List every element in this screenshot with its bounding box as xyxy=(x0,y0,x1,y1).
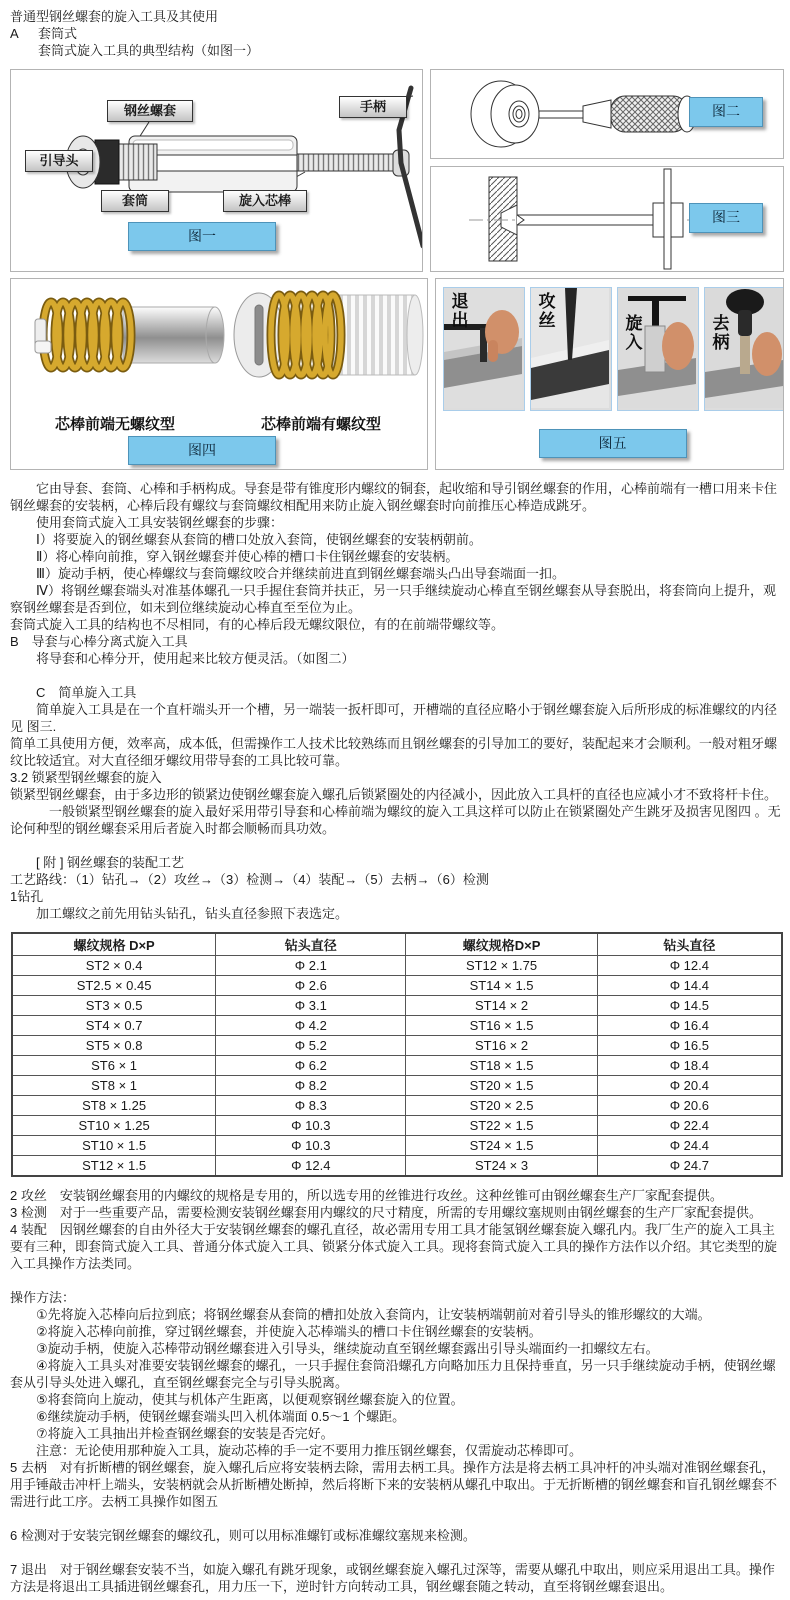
para-method-note: 注意：无论使用那种旋入工具，旋动芯棒的手一定不要用力推压钢丝螺套，仅需旋动芯棒即可。 xyxy=(36,1443,583,1458)
para-lock-text: 锁紧型钢丝螺套，由于多边形的锁紧边使钢丝螺套旋入螺孔后锁紧圈处的内径减小，因此放入工具杆的直径也应减小才不致将杆卡住。 xyxy=(10,787,778,802)
table-cell: Φ 5.2 xyxy=(216,1036,406,1056)
table-cell: Φ 3.1 xyxy=(216,996,406,1016)
figure-2-caption: 图二 xyxy=(689,97,763,127)
table-header-row xyxy=(12,933,782,956)
figure-row-1 xyxy=(10,69,784,272)
table-row xyxy=(12,1076,782,1096)
section-a-name: 套筒式 xyxy=(38,26,78,41)
figure-2-box xyxy=(430,69,784,159)
table-cell: Φ 14.4 xyxy=(597,976,782,996)
table-cell: Φ 10.3 xyxy=(216,1136,406,1156)
table-cell: ST3 × 0.5 xyxy=(12,996,216,1016)
fig4-right-type-label: 芯棒前端有螺纹型 xyxy=(261,416,382,433)
para-simple-note: 简单工具使用方便，效率高，成本低，但需操作工人技术比较熟练而且钢丝螺套的引导加工的要好，装配起来才会顺利。一般对粗牙螺纹比较适宜。对大直径细牙螺纹用带导套的工具比较可靠。 xyxy=(10,736,778,768)
table-cell: ST5 × 0.8 xyxy=(12,1036,216,1056)
fig5-panel-tang-removal xyxy=(704,287,784,411)
table-row xyxy=(12,1116,782,1136)
table-cell: Φ 2.6 xyxy=(216,976,406,996)
body-text xyxy=(10,480,784,1595)
table-cell: ST22 × 1.5 xyxy=(406,1116,597,1136)
figure-3-caption: 图三 xyxy=(689,203,763,233)
table-header-cell: 螺纹规格D×P xyxy=(406,933,597,956)
table-cell: Φ 6.2 xyxy=(216,1056,406,1076)
fig1-label-mandrel: 旋入芯棒 xyxy=(223,190,307,212)
para-section-c-text: 简单旋入工具是在一个直杆端头开一个槽，另一端装一扳杆即可，开槽端的直径应略小于钢丝螺套旋入后所形成的标准螺纹的内径见 图三. xyxy=(10,702,778,734)
para-step-4: Ⅳ）将钢丝螺套端头对准基体螺孔一只手握住套筒并扶正，另一只手继续旋动心棒直至钢丝螺套从导套脱出，将套筒向上提升，观察钢丝螺套是否到位，如未到位继续旋动心棒直至至位为止。 xyxy=(10,583,776,615)
fig5-panel-insertion xyxy=(617,287,699,411)
spacer xyxy=(10,1510,784,1527)
para-process-route: 工艺路线：（1）钻孔→（2）攻丝→（3）检测→（4）装配→（5）去柄→（6）检测 xyxy=(10,872,489,887)
table-row xyxy=(12,976,782,996)
spacer xyxy=(10,667,784,684)
fig5-panel-label: 去柄 xyxy=(709,314,729,352)
table-cell: ST8 × 1 xyxy=(12,1076,216,1096)
para-section-b-title: B 导套与心棒分离式旋入工具 xyxy=(10,634,188,649)
fig5-panel-label: 退出 xyxy=(448,292,468,330)
table-cell: Φ 20.4 xyxy=(597,1076,782,1096)
table-cell: Φ 18.4 xyxy=(597,1056,782,1076)
table-cell: ST12 × 1.75 xyxy=(406,956,597,976)
fig5-panel-tapping xyxy=(530,287,612,411)
para-steps-title: 使用套筒式旋入工具安装钢丝螺套的步骤： xyxy=(36,515,284,530)
fig4-insert-renderings-icon xyxy=(11,279,428,411)
table-cell: Φ 20.6 xyxy=(597,1096,782,1116)
table-cell: Φ 2.1 xyxy=(216,956,406,976)
table-row xyxy=(12,1016,782,1036)
drill-size-table xyxy=(11,932,783,1177)
table-cell: Φ 8.2 xyxy=(216,1076,406,1096)
table-cell: ST16 × 2 xyxy=(406,1036,597,1056)
para-step-1: Ⅰ）将要旋入的钢丝螺套从套筒的槽口处放入套筒，使钢丝螺套的安装柄朝前。 xyxy=(36,532,482,547)
para-drill-text: 加工螺纹之前先用钻头钻孔，钻头直径参照下表选定。 xyxy=(36,906,349,921)
table-cell: Φ 12.4 xyxy=(216,1156,406,1177)
para-section-c-title: C 简单旋入工具 xyxy=(36,685,137,700)
table-cell: Φ 4.2 xyxy=(216,1016,406,1036)
table-cell: ST10 × 1.5 xyxy=(12,1136,216,1156)
table-cell: ST20 × 1.5 xyxy=(406,1076,597,1096)
fig1-label-sleeve: 套筒 xyxy=(101,190,169,212)
para-method-3: ③旋动手柄，使旋入芯棒带动钢丝螺套进入引导头，继续旋动直至钢丝螺套露出引导头端面约一扣螺纹左右。 xyxy=(36,1341,659,1356)
table-cell: Φ 10.3 xyxy=(216,1116,406,1136)
para-method-7: ⑦将旋入工具抽出并检查钢丝螺套的安装是否完好。 xyxy=(36,1426,334,1441)
figure-4-box xyxy=(10,278,428,470)
table-header-cell: 钻头直径 xyxy=(216,933,406,956)
para-method-title: 操作方法： xyxy=(10,1290,76,1305)
table-cell: Φ 14.5 xyxy=(597,996,782,1016)
figure-4-caption: 图四 xyxy=(128,436,276,465)
para-assemble: 4 装配 因钢丝螺套的自由外径大于安装钢丝螺套的螺孔直径，故必需用专用工具才能氢钢丝螺套旋入螺孔内。我厂生产的旋入工具主要有三种，即套筒式旋入工具、普通分体式旋入工具、锁紧分体式旋入工具。现将套筒式旋入工具的操作方法作以介绍。其它类型的旋入工具操作方法类同。 xyxy=(10,1222,778,1271)
table-cell: Φ 22.4 xyxy=(597,1116,782,1136)
figure-3-box xyxy=(430,166,784,272)
figure-1-caption: 图一 xyxy=(128,222,276,251)
table-cell: ST18 × 1.5 xyxy=(406,1056,597,1076)
table-row xyxy=(12,1056,782,1076)
spacer xyxy=(10,837,784,854)
table-cell: Φ 8.3 xyxy=(216,1096,406,1116)
para-step-2: Ⅱ）将心棒向前推，穿入钢丝螺套并使心棒的槽口卡住钢丝螺套的安装柄。 xyxy=(36,549,459,564)
table-cell: ST10 × 1.25 xyxy=(12,1116,216,1136)
table-cell: Φ 24.7 xyxy=(597,1156,782,1177)
fig5-panel-back-out xyxy=(443,287,525,411)
table-cell: ST2 × 0.4 xyxy=(12,956,216,976)
spacer xyxy=(10,1272,784,1289)
table-cell: ST14 × 2 xyxy=(406,996,597,1016)
figure-5-caption: 图五 xyxy=(539,429,687,458)
para-step-3: Ⅲ）旋动手柄，使心棒螺纹与套筒螺纹咬合并继续前进直到钢丝螺套端头凸出导套端面一扣。 xyxy=(36,566,565,581)
figure-row-2 xyxy=(10,278,784,470)
figure-1-box xyxy=(10,69,423,272)
table-row xyxy=(12,996,782,1016)
para-check: 6 检测对于安装完钢丝螺套的螺纹孔，则可以用标准螺钉或标准螺纹塞规来检测。 xyxy=(10,1528,476,1543)
para-method-1: ①先将旋入芯棒向后拉到底；将钢丝螺套从套筒的槽扣处放入套筒内，让安装柄端朝前对着引导头的锥形螺纹的大端。 xyxy=(36,1307,711,1322)
para-back-out: 7 退出 对于钢丝螺套安装不当，如旋入螺孔有跳牙现象，或钢丝螺套旋入螺孔过深等，需要从螺孔中取出，则应采用退出工具。操作方法是将退出工具插进钢丝螺套孔，用力压一下，逆时针方向转动工具，钢丝螺套随之转动，直至将钢丝螺套退出。 xyxy=(10,1562,775,1594)
para-appendix-title: [ 附 ] 钢丝螺套的装配工艺 xyxy=(36,855,185,870)
table-cell: Φ 16.4 xyxy=(597,1016,782,1036)
fig5-photo-panels xyxy=(443,287,784,411)
figure-5-box xyxy=(435,278,784,470)
para-detach: 5 去柄 对有折断槽的钢丝螺套，旋入螺孔后应将安装柄去除，需用去柄工具。操作方法是将去柄工具冲杆的冲头端对准钢丝螺套孔，用手锤敲击冲杆上端头，安装柄就会从折断槽处断掉，然后将断下来的安装柄从螺孔中取出。于无折断槽的钢丝螺套和盲孔钢丝螺套不需进行此工序。去柄工具操作如图五 xyxy=(10,1460,778,1509)
fig1-label-insert: 钢丝螺套 xyxy=(107,100,193,122)
table-cell: ST12 × 1.5 xyxy=(12,1156,216,1177)
table-row xyxy=(12,1156,782,1177)
table-cell: Φ 16.5 xyxy=(597,1036,782,1056)
para-method-2: ②将旋入芯棒向前推，穿过钢丝螺套，并使旋入芯棒端头的槽口卡住钢丝螺套的安装柄。 xyxy=(36,1324,542,1339)
table-cell: ST24 × 1.5 xyxy=(406,1136,597,1156)
para-method-6: ⑥继续旋动手柄，使钢丝螺套端头凹入机体端面 0.5～1 个螺距。 xyxy=(36,1409,406,1424)
table-cell: ST16 × 1.5 xyxy=(406,1016,597,1036)
table-row xyxy=(12,1136,782,1156)
fig1-label-handle: 手柄 xyxy=(339,96,407,118)
section-a-label: A xyxy=(10,26,19,41)
table-cell: ST14 × 1.5 xyxy=(406,976,597,996)
table-cell: Φ 12.4 xyxy=(597,956,782,976)
para-tap: 2 攻丝 安装钢丝螺套用的内螺纹的规格是专用的，所以选专用的丝锥进行攻丝。这种丝锥可由钢丝螺套生产厂家配套提供。 xyxy=(10,1188,723,1203)
para-32-title: 3.2 锁紧型钢丝螺套的旋入 xyxy=(10,770,162,785)
table-header-cell: 螺纹规格 D×P xyxy=(12,933,216,956)
para-method-5: ⑤将套筒向上旋动，使其与机体产生距离，以便观察钢丝螺套旋入的位置。 xyxy=(36,1392,464,1407)
fig5-panel-label: 旋入 xyxy=(622,314,642,352)
para-section-b-text: 将导套和心棒分开，使用起来比较方便灵活。（如图二） xyxy=(36,651,355,666)
para-lock-text-2: 一般锁紧型钢丝螺套的旋入最好采用带引导套和心棒前端为螺纹的旋入工具这样可以防止在锁紧圈处产生跳牙及损害见图四 。无论何种型的钢丝螺套采用后者旋入时都会顺畅而具功效。 xyxy=(10,804,781,836)
para-method-4: ④将旋入工具头对准要安装钢丝螺套的螺孔，一只手握住套筒沿螺孔方向略加压力且保持垂直，另一只手继续旋动手柄，使钢丝螺套从引导头处进入螺孔，直至钢丝螺套完全与引导头脱离。 xyxy=(10,1358,776,1390)
page-title: 普通型钢丝螺套的旋入工具及其使用 xyxy=(10,9,219,24)
spacer xyxy=(10,1544,784,1561)
table-row xyxy=(12,1096,782,1116)
section-a-heading xyxy=(10,25,784,42)
fig4-left-type-label: 芯棒前端无螺纹型 xyxy=(55,416,176,433)
para-structure-note: 套筒式旋入工具的结构也不尽相同，有的心棒后段无螺纹限位，有的在前端带螺纹等。 xyxy=(10,617,505,632)
table-row xyxy=(12,956,782,976)
table-cell: Φ 24.4 xyxy=(597,1136,782,1156)
table-cell: ST8 × 1.25 xyxy=(12,1096,216,1116)
table-row xyxy=(12,1036,782,1056)
figure-column-right xyxy=(430,69,784,272)
table-cell: ST4 × 0.7 xyxy=(12,1016,216,1036)
para-intro: 它由导套、套筒、心棒和手柄构成。导套是带有锥度形内螺纹的铜套，起收缩和导引钢丝螺套的作用，心棒前端有一槽口用来卡住钢丝螺套的安装柄，心棒后段有螺纹与套筒螺纹相配用来防止旋入钢丝螺套时向前推压心棒造成跳牙。 xyxy=(10,481,778,513)
table-cell: ST20 × 2.5 xyxy=(406,1096,597,1116)
table-cell: ST2.5 × 0.45 xyxy=(12,976,216,996)
section-a-subtitle: 套筒式旋入工具的典型结构（如图一） xyxy=(38,43,260,58)
drill-table-body xyxy=(12,956,782,1177)
table-cell: ST6 × 1 xyxy=(12,1056,216,1076)
fig5-panel-label: 攻丝 xyxy=(535,292,555,330)
table-header-cell: 钻头直径 xyxy=(597,933,782,956)
para-drill-title: 1钻孔 xyxy=(10,889,44,904)
fig1-label-guide: 引导头 xyxy=(25,150,93,172)
table-cell: ST24 × 3 xyxy=(406,1156,597,1177)
para-inspect: 3 检测 对于一些重要产品，需要检测安装钢丝螺套用内螺纹的尺寸精度，所需的专用螺纹塞规则由钢丝螺套的生产厂家配套提供。 xyxy=(10,1205,762,1220)
